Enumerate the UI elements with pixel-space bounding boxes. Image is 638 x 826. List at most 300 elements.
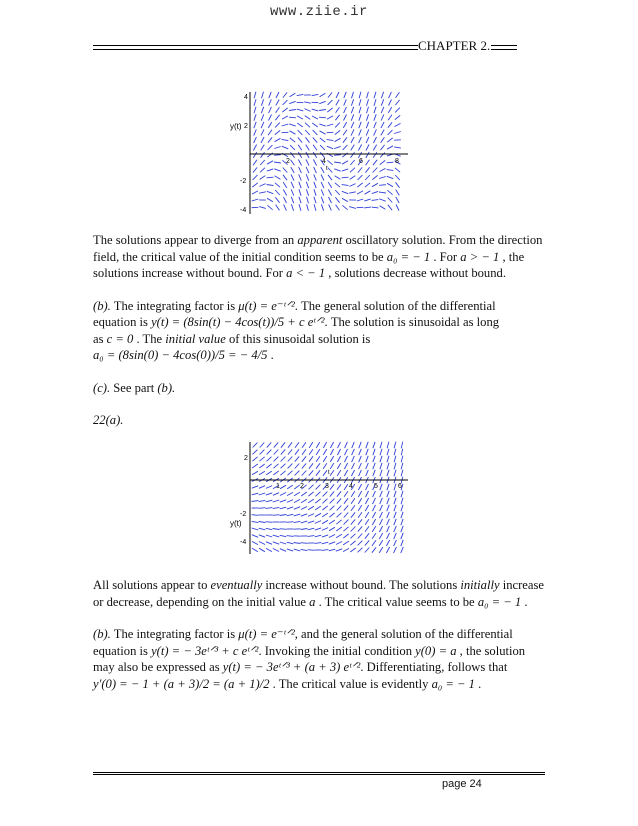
slope-segment <box>291 189 294 195</box>
slope-segment <box>380 206 386 210</box>
slope-segment <box>294 499 300 502</box>
slope-segment <box>290 138 295 142</box>
slope-segment <box>336 520 341 524</box>
slope-segment <box>337 506 342 511</box>
slope-segment <box>358 167 362 172</box>
slope-segment <box>329 549 336 551</box>
slope-segment <box>253 450 258 455</box>
math: y(t) = (8sin(t) − 4cos(t))/5 + c eᵗᐟ² <box>151 315 325 329</box>
slope-segments <box>252 92 401 211</box>
slope-segment <box>282 139 289 140</box>
slope-segment <box>358 175 363 180</box>
text: The solutions appear to diverge from an <box>93 233 298 247</box>
slope-segment <box>328 100 333 105</box>
slope-segment <box>323 492 328 497</box>
slope-segment <box>259 542 265 545</box>
slope-segment <box>261 137 264 143</box>
slope-segment <box>274 147 280 149</box>
slope-segment <box>282 124 289 126</box>
slope-segment <box>394 498 396 504</box>
slope-segment <box>252 486 258 488</box>
slope-segment <box>351 137 354 143</box>
text: or decrease, depending on the initial value <box>93 594 310 609</box>
text: . Differentiating, follows that <box>360 660 508 674</box>
slope-segment <box>266 535 272 537</box>
direction-field-plot-1 <box>228 88 410 218</box>
slope-segment <box>275 115 279 120</box>
slope-segment <box>343 548 349 551</box>
slope-segment <box>315 513 321 516</box>
slope-segment <box>288 449 292 454</box>
slope-segment <box>301 529 308 530</box>
slope-segment <box>401 533 403 539</box>
slope-segment <box>259 207 266 209</box>
slope-segment <box>387 519 390 525</box>
x-tick-label: 8 <box>395 158 399 165</box>
slope-segment <box>366 456 368 462</box>
slope-segment <box>344 470 347 476</box>
slope-segment <box>275 176 281 180</box>
slope-segment <box>366 449 368 455</box>
y-tick-label: 4 <box>244 94 248 101</box>
slope-segment <box>283 182 287 188</box>
text: . <box>267 348 274 362</box>
slope-segment <box>273 493 279 496</box>
slope-segment <box>358 526 362 531</box>
slope-segment <box>322 506 327 510</box>
slope-segment <box>394 526 397 532</box>
slope-segment <box>266 486 272 489</box>
slope-segment <box>299 174 302 180</box>
slope-segment <box>315 543 322 544</box>
slope-segment <box>352 442 355 448</box>
slope-segment <box>343 534 348 538</box>
slope-segment <box>386 540 389 546</box>
slope-segment <box>328 182 332 188</box>
text: solutions increase without bound. For <box>93 266 287 280</box>
slope-segment <box>401 512 403 518</box>
slope-segment <box>266 493 272 495</box>
slope-segment <box>282 146 288 149</box>
slope-segment <box>345 442 348 448</box>
slope-segment <box>367 99 369 106</box>
text: , solutions decrease without bound. <box>325 266 506 280</box>
slope-segment <box>387 190 392 194</box>
text: . The general solution of the differential <box>294 298 496 313</box>
math: (b). <box>157 380 176 395</box>
slope-segment <box>319 101 325 103</box>
slope-segment <box>365 498 368 504</box>
slope-segment <box>321 175 324 181</box>
slope-segment <box>374 122 377 128</box>
slope-segment <box>395 108 400 113</box>
slope-segment <box>327 108 332 112</box>
slope-segment <box>267 205 272 209</box>
slope-segment <box>395 123 401 126</box>
slope-segment <box>379 526 382 532</box>
slope-segment <box>320 138 325 142</box>
slope-segment <box>387 526 390 532</box>
slope-segment <box>306 137 310 142</box>
slope-segment <box>266 522 273 523</box>
slope-segment <box>396 182 400 187</box>
slope-segment <box>396 205 399 211</box>
slope-segment <box>372 183 378 186</box>
slope-segment <box>394 547 397 553</box>
text: may also be expressed as <box>93 660 223 674</box>
slope-segment <box>366 129 369 135</box>
slope-segment <box>266 548 272 551</box>
slope-segment <box>350 168 355 173</box>
slope-segment <box>381 137 385 143</box>
slope-segment <box>289 110 296 111</box>
slope-segment <box>358 548 363 553</box>
slope-segment <box>276 205 280 211</box>
slope-segment <box>329 535 335 538</box>
slope-segment <box>350 176 356 180</box>
slope-segment <box>343 527 348 531</box>
slope-segment <box>284 204 287 210</box>
slope-segment <box>351 107 353 113</box>
slope-segment <box>275 130 280 134</box>
slope-segment <box>337 498 341 503</box>
slope-segment <box>294 543 301 544</box>
text-block-1 <box>93 232 553 445</box>
slope-segment <box>312 123 317 127</box>
page-number: page 24 <box>442 778 482 790</box>
slope-segment <box>401 540 403 546</box>
slope-segment <box>372 175 377 179</box>
slope-segment <box>401 505 403 511</box>
slope-segment <box>401 547 404 553</box>
slope-segment <box>373 449 375 455</box>
slope-segment <box>358 512 362 518</box>
slope-segment <box>379 547 383 553</box>
slope-segment <box>287 536 294 537</box>
slope-segment <box>252 535 258 538</box>
math: y(0) = a <box>415 643 457 658</box>
slope-segment <box>291 167 294 173</box>
slope-segment <box>401 470 403 477</box>
slope-segment <box>298 160 301 166</box>
slope-segment <box>299 182 301 188</box>
slope-segment <box>401 463 403 470</box>
slope-segment <box>295 442 299 448</box>
slope-segment <box>287 514 294 515</box>
math: a₀ = − 1 <box>386 249 431 264</box>
slope-segment <box>309 442 313 448</box>
math: c = 0 <box>106 331 134 346</box>
slope-segment <box>380 512 383 518</box>
y-tick-label: 2 <box>244 455 248 462</box>
slope-segment <box>352 92 354 98</box>
slope-segment <box>316 492 321 497</box>
slope-segment <box>295 449 299 454</box>
slope-segment <box>268 145 273 150</box>
slope-segment <box>299 204 301 211</box>
slope-segment <box>351 498 355 504</box>
slope-segment <box>372 191 378 193</box>
slope-segment <box>290 152 294 157</box>
part-label: (b). <box>93 298 111 313</box>
text: . For <box>430 249 461 264</box>
slope-segment <box>309 456 313 461</box>
slope-segment <box>359 122 361 128</box>
slope-segment <box>329 527 335 530</box>
slope-segment <box>305 130 310 135</box>
slope-segment <box>280 493 286 496</box>
slope-segment <box>308 506 314 509</box>
slope-segment <box>321 204 323 210</box>
slope-segment <box>280 535 287 536</box>
slope-segments <box>252 442 404 553</box>
slope-segment <box>373 456 375 462</box>
slope-segment <box>373 470 375 476</box>
slope-segment <box>395 115 400 119</box>
y-tick-label: -4 <box>240 207 247 214</box>
slope-segment <box>283 92 287 97</box>
slope-segment <box>252 471 258 474</box>
slope-segment <box>276 92 279 98</box>
slope-segment <box>365 183 370 187</box>
slope-segment <box>298 152 301 158</box>
slope-segment <box>274 442 278 447</box>
slope-segment <box>366 122 368 128</box>
part-label: (b). <box>93 627 111 641</box>
slope-segment <box>259 535 265 537</box>
slope-segment <box>306 145 310 151</box>
chapter-title: CHAPTER 2. <box>418 38 491 53</box>
slope-segment <box>301 499 307 503</box>
slope-segment <box>344 99 347 105</box>
slope-segment <box>359 107 361 113</box>
slope-segment <box>394 456 396 463</box>
slope-segment <box>275 190 280 195</box>
slope-segment <box>387 505 390 511</box>
slope-segment <box>342 177 349 178</box>
slope-segment <box>380 484 382 490</box>
slope-segment <box>335 138 341 141</box>
slope-segment <box>316 449 320 455</box>
slope-segment <box>349 184 355 187</box>
slope-segment <box>298 145 302 151</box>
slope-segment <box>308 550 315 551</box>
slope-segment <box>366 463 369 469</box>
text: . Invoking the initial condition <box>258 643 416 658</box>
slope-segment <box>345 456 348 462</box>
y-tick-label: -4 <box>240 539 247 546</box>
slope-segment <box>312 116 318 119</box>
slope-segment <box>335 183 340 187</box>
slope-segment <box>253 145 256 151</box>
slope-segment <box>289 101 295 103</box>
slope-segment <box>401 449 403 456</box>
slope-segment <box>309 485 314 490</box>
slope-segment <box>291 175 294 181</box>
slope-segment <box>365 519 369 525</box>
slope-segment <box>349 192 356 193</box>
slope-segment <box>328 190 331 196</box>
slope-segment <box>274 457 279 462</box>
slope-segment <box>261 107 263 113</box>
slope-segment <box>379 533 382 539</box>
slope-segment <box>344 92 346 98</box>
slope-segment <box>394 442 396 449</box>
slope-segment <box>342 198 348 201</box>
math: a <box>309 594 316 609</box>
slope-segment <box>367 92 369 99</box>
slope-segment <box>335 176 341 180</box>
slope-segment <box>351 145 355 151</box>
slope-segment <box>372 512 375 518</box>
slope-segment <box>364 207 371 208</box>
slope-segment <box>389 100 392 106</box>
slope-segment <box>373 498 376 504</box>
slope-segment <box>366 152 369 158</box>
footer-rule <box>93 774 545 775</box>
slope-segment <box>395 175 400 180</box>
slope-segment <box>373 505 376 511</box>
slope-segment <box>267 191 273 193</box>
paragraph <box>93 380 553 397</box>
slope-segment <box>259 192 266 193</box>
slope-segment <box>273 464 278 468</box>
slope-segment <box>394 533 397 539</box>
slope-segment <box>401 491 403 498</box>
slope-segment <box>380 491 383 497</box>
slope-segment <box>304 102 311 103</box>
slope-segment <box>394 132 401 134</box>
slope-segment <box>344 463 347 469</box>
slope-segment <box>274 162 281 163</box>
text: increase without bound. The solutions <box>262 578 461 592</box>
slope-segment <box>308 521 314 523</box>
math: μ(t) = e⁻ᵗᐟ² <box>238 627 295 641</box>
slope-segment <box>374 137 377 143</box>
slope-segment <box>351 470 354 476</box>
slope-segment <box>290 93 296 97</box>
slope-segment <box>269 115 272 121</box>
slope-segment <box>358 534 363 539</box>
slope-segment <box>313 152 316 158</box>
slope-segment <box>260 160 265 165</box>
slope-segment <box>380 470 382 476</box>
slope-segment <box>374 92 376 99</box>
text: equation is <box>93 315 152 329</box>
slope-segment <box>275 183 280 187</box>
text: increase <box>499 578 544 592</box>
math: a₀ = − 1 <box>477 594 522 609</box>
slope-segment <box>297 94 304 95</box>
slope-segment <box>322 550 329 551</box>
slope-segment <box>316 456 320 462</box>
slope-segment <box>306 174 309 180</box>
slope-segment <box>336 107 340 113</box>
slope-segment <box>307 197 309 203</box>
slope-segment <box>336 549 342 551</box>
slope-segment <box>283 175 287 180</box>
slope-segment <box>344 513 349 518</box>
slope-segment <box>290 145 295 150</box>
slope-segment <box>294 492 300 496</box>
slope-segment <box>309 470 313 475</box>
slope-segment <box>268 137 272 142</box>
slope-segment <box>302 449 306 455</box>
slope-segment <box>314 189 316 195</box>
slope-segment <box>343 145 348 150</box>
slope-segment <box>372 540 376 546</box>
slope-segment <box>336 92 339 98</box>
slope-segment <box>322 513 328 517</box>
slope-segment <box>254 99 256 106</box>
slope-segment <box>298 130 303 135</box>
slope-segment <box>351 505 355 511</box>
slope-segment <box>259 528 266 530</box>
emphasis: eventually <box>210 578 263 592</box>
slope-segment <box>253 152 256 158</box>
slope-segment <box>394 147 401 148</box>
slope-segment <box>337 484 341 490</box>
text: . <box>521 594 528 609</box>
slope-segment <box>319 110 326 111</box>
slope-segment <box>287 500 293 503</box>
paragraph <box>93 298 553 364</box>
slope-segment <box>388 205 392 210</box>
slope-segment <box>329 520 335 524</box>
slope-segment <box>351 512 355 517</box>
slope-segment <box>320 145 325 150</box>
slope-segment <box>252 464 258 468</box>
slope-segment <box>287 507 293 509</box>
paragraph <box>93 232 553 282</box>
slope-segment <box>359 137 362 143</box>
slope-segment <box>294 549 301 551</box>
slope-segment <box>350 541 355 545</box>
slope-segment <box>266 508 273 509</box>
slope-segment <box>394 463 396 470</box>
paragraph <box>93 412 553 429</box>
footer-rule <box>93 772 545 773</box>
slope-segment <box>314 174 317 180</box>
slope-segment <box>273 500 280 502</box>
slope-segment <box>381 122 384 128</box>
slope-segment <box>350 160 354 165</box>
slope-segment <box>283 190 286 196</box>
slope-segment <box>315 528 321 530</box>
slope-segment <box>401 526 403 532</box>
emphasis: initially <box>460 578 500 592</box>
slope-segment <box>298 137 302 142</box>
slope-segment <box>381 107 384 113</box>
slope-segment <box>288 442 292 447</box>
slope-segment <box>357 191 363 194</box>
slope-segment <box>358 519 362 524</box>
x-tick-label: 5 <box>374 483 378 490</box>
slope-segment <box>288 471 293 476</box>
text: of this sinusoidal solution is <box>225 331 371 346</box>
slope-segment <box>343 130 347 136</box>
slope-segment <box>342 205 347 209</box>
slope-segment <box>306 189 308 195</box>
math: a₀ = (8sin(0) − 4cos(0))/5 = − 4/5 <box>93 348 268 362</box>
slope-segment <box>365 526 369 532</box>
slope-segment <box>374 107 376 113</box>
slope-segment <box>380 463 382 469</box>
slope-segment <box>323 499 328 504</box>
slope-segment <box>387 146 393 149</box>
slope-segment <box>252 199 259 201</box>
slope-segment <box>297 123 302 127</box>
